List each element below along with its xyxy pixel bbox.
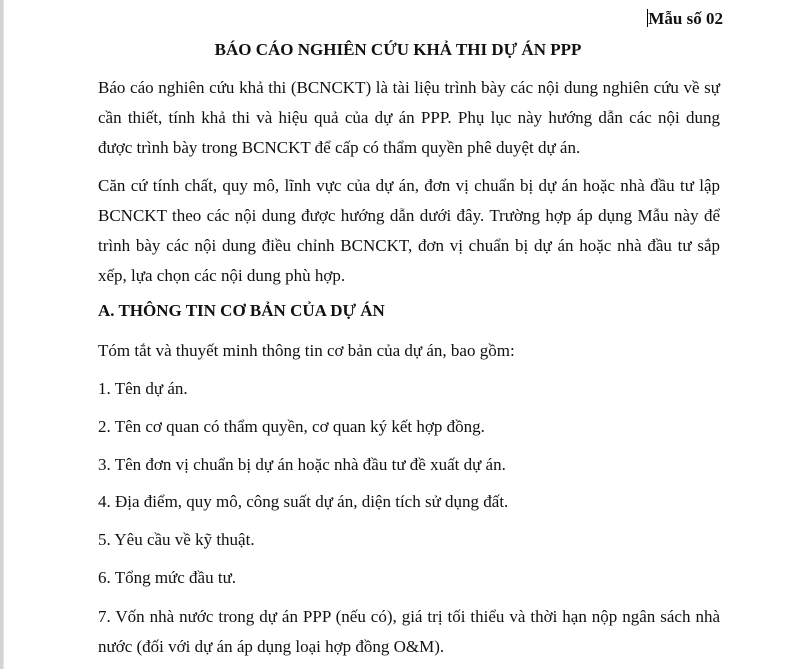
document-title: BÁO CÁO NGHIÊN CỨU KHẢ THI DỰ ÁN PPP xyxy=(214,40,582,59)
intro-paragraph-2: Căn cứ tính chất, quy mô, lĩnh vực của dự án, đơn vị chuẩn bị dự án hoặc nhà đầu tư lập BCNCKT theo các nội dung được hướng dẫn dưới đây. Trường hợp áp dụng Mẫu này để trình bày các nội dung điều chỉnh BCNCKT, đơn vị chuẩn bị dự án hoặc nhà đầu tư sắp xếp, lựa chọn các nội dung phù hợp. xyxy=(98,176,720,285)
intro-paragraph-1: Báo cáo nghiên cứu khả thi (BCNCKT) là tài liệu trình bày các nội dung nghiên cứu về sự cần thiết, tính khả thi và hiệu quả của dự án PPP. Phụ lục này hướng dẫn các nội dung được trình bày trong BCNCKT để cấp có thẩm quyền phê duyệt dự án. xyxy=(98,78,720,157)
list-item: 1. Tên dự án. xyxy=(98,379,188,398)
list-item: 2. Tên cơ quan có thẩm quyền, cơ quan ký kết hợp đồng. xyxy=(98,417,485,436)
list-item: 3. Tên đơn vị chuẩn bị dự án hoặc nhà đầu tư đề xuất dự án. xyxy=(98,455,506,474)
section-a-intro: Tóm tắt và thuyết minh thông tin cơ bản của dự án, bao gồm: xyxy=(98,341,515,360)
section-a-heading: A. THÔNG TIN CƠ BẢN CỦA DỰ ÁN xyxy=(98,301,385,320)
list-item: 7. Vốn nhà nước trong dự án PPP (nếu có), giá trị tối thiểu và thời hạn nộp ngân sách nhà nước (đối với dự án áp dụng loại hợp đồng O&M). xyxy=(98,607,720,656)
form-number-text: Mẫu số 02 xyxy=(648,9,723,28)
list-item: 5. Yêu cầu về kỹ thuật. xyxy=(98,530,255,549)
list-item: 4. Địa điểm, quy mô, công suất dự án, diện tích sử dụng đất. xyxy=(98,492,509,511)
form-number xyxy=(647,8,723,30)
list-item: 6. Tổng mức đầu tư. xyxy=(98,568,237,587)
